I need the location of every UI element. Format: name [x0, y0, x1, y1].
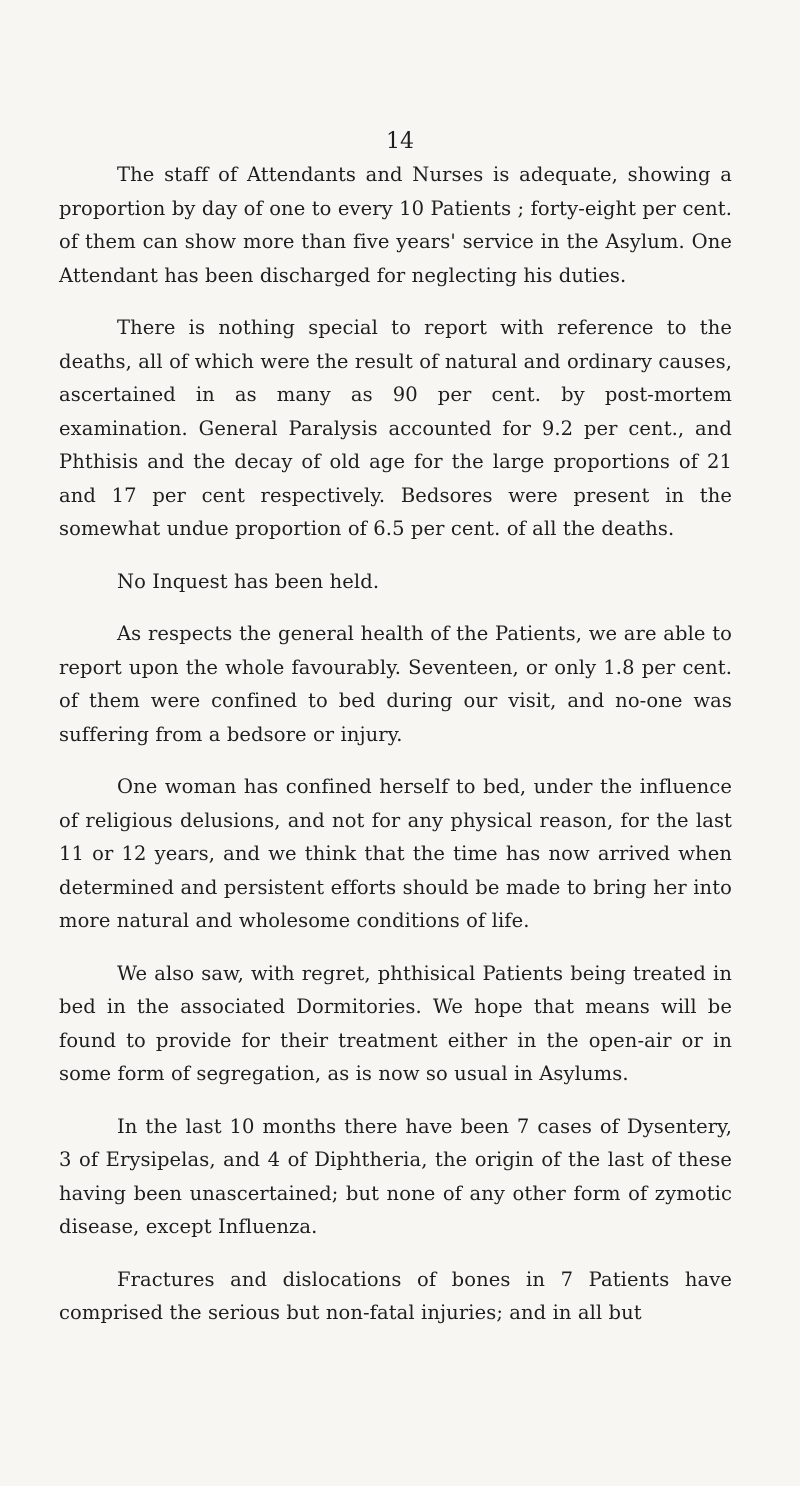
- paragraph-general-health: As respects the general health of the Patients, we are able to report upon the whole favourably. Seventeen, or only 1.8 per cent. of them were confined to bed during our visit, and no-one was suffering from a bedsore or injury.: [59, 622, 732, 746]
- paragraph-fractures: Fractures and dislocations of bones in 7 Patients have comprised the serious but non-fatal injuries; and in all but: [59, 1267, 732, 1324]
- page-number: 14: [386, 129, 414, 154]
- paragraph-inquest: No Inquest has been held.: [117, 569, 380, 593]
- paragraph-deaths: There is nothing special to report with reference to the deaths, all of which were the result of natural and ordinary causes, ascertained in as many as 90 per cent. by post-mortem examination. General Paralysis accounted for 9.2 per cent., and Phthisis and the decay of old age for the large proportions of 21 and 17 per cent respectively. Bedsores were present in the somewhat undue proportion of 6.5 per cent. of all the deaths.: [59, 316, 732, 540]
- paragraph-phthisical-patients: We also saw, with regret, phthisical Patients being treated in bed in the associated Dormitories. We hope that means will be found to provide for their treatment either in the open-air or in some form of segregation, as is now so usual in Asylums.: [59, 961, 732, 1085]
- paragraph-religious-delusions: One woman has confined herself to bed, under the influence of religious delusions, and not for any physical reason, for the last 11 or 12 years, and we think that the time has now arrived when determined and persistent efforts should be made to bring her into more natural and wholesome conditions of life.: [59, 775, 732, 932]
- paragraph-zymotic-disease: In the last 10 months there have been 7 cases of Dysentery, 3 of Erysipelas, and 4 of Diphtheria, the origin of the last of these having been unascertained; but none of any other form of zymotic disease, except Influenza.: [59, 1114, 732, 1238]
- paragraph-staff: The staff of Attendants and Nurses is adequate, showing a proportion by day of one to every 10 Patients ; forty-eight per cent. of them can show more than five years' service in the Asylum. One Attendant has been discharged for neglecting his duties.: [59, 163, 732, 287]
- body-text: [59, 158, 732, 1330]
